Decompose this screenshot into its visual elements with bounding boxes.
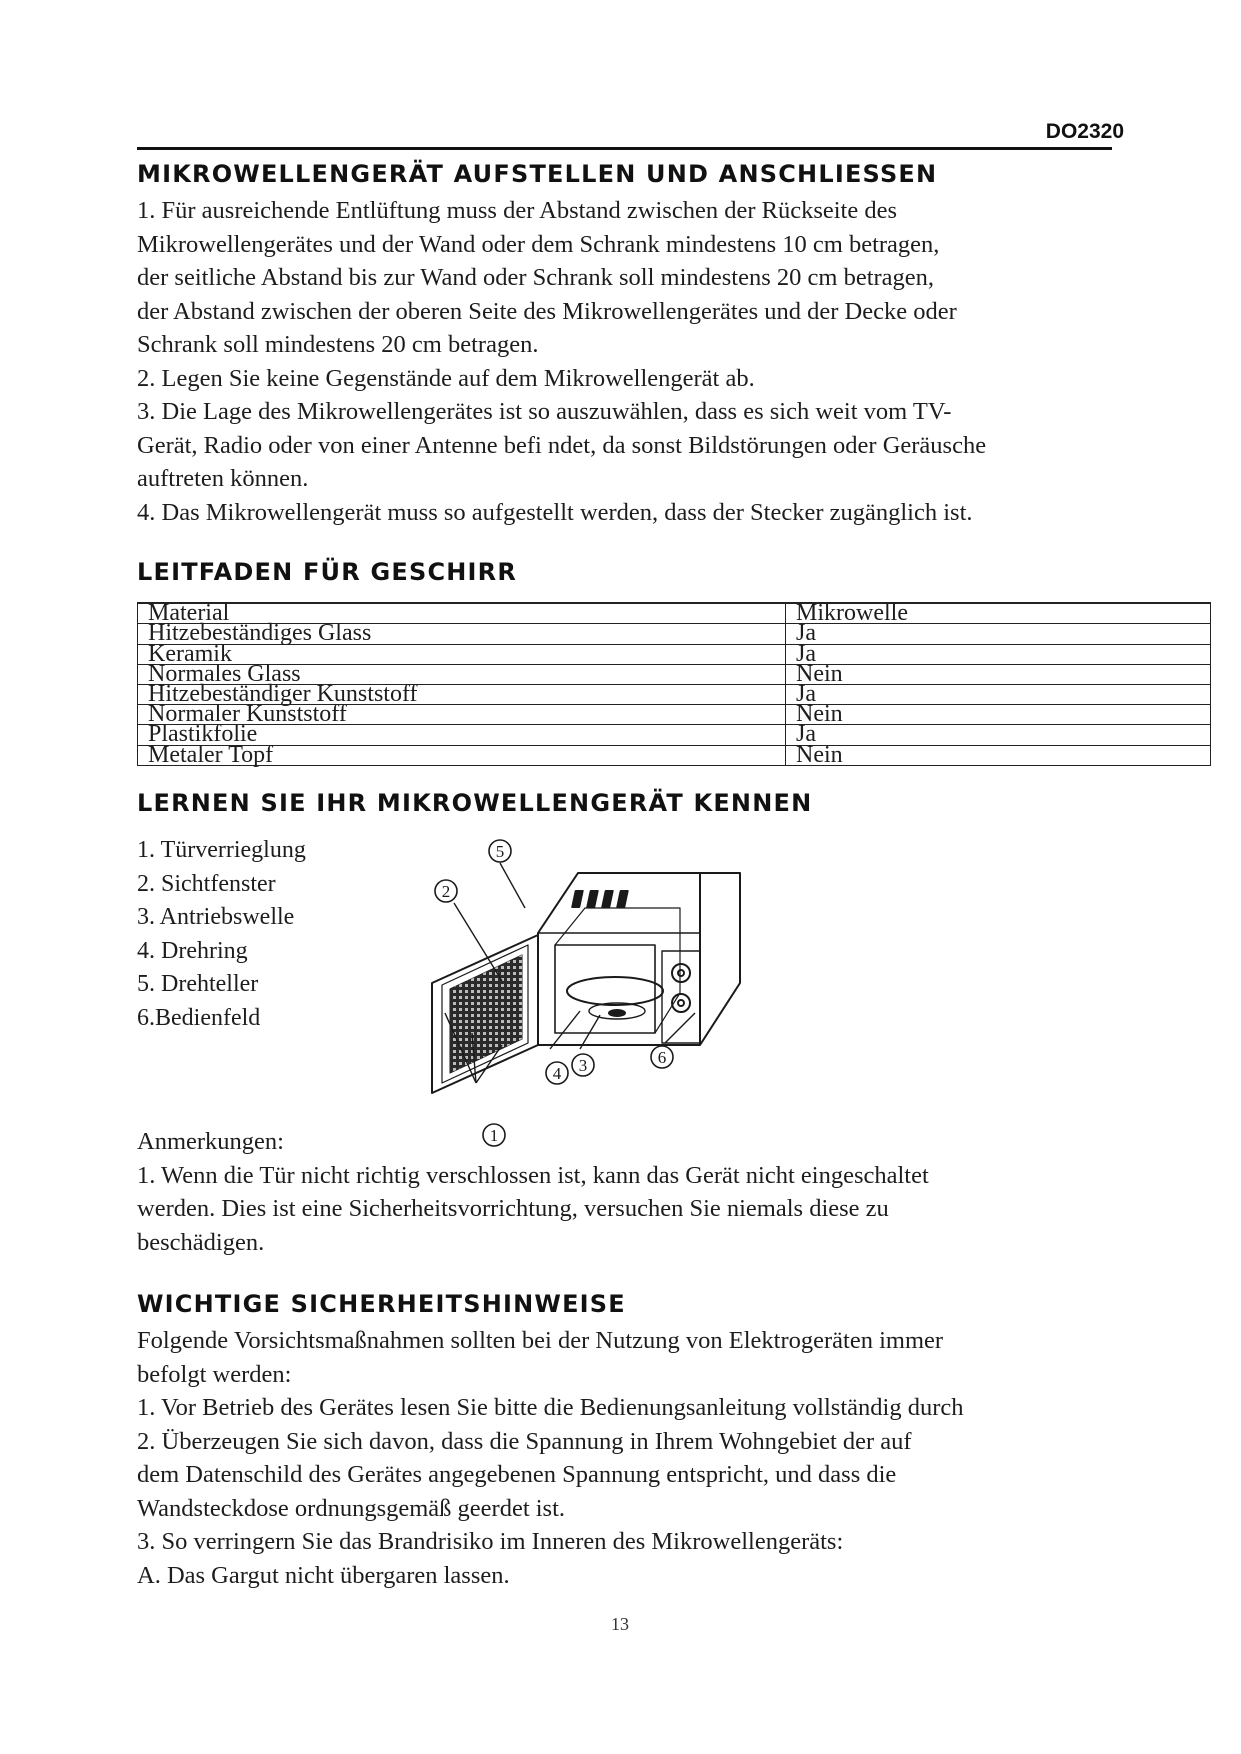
text-line: werden. Dies ist eine Sicherheitsvorrichtung, versuchen Sie niemals diese zu (137, 1195, 889, 1222)
section-heading-setup: MIKROWELLENGERÄT AUFSTELLEN UND ANSCHLIESSEN (137, 160, 938, 188)
text-line: 1. Vor Betrieb des Gerätes lesen Sie bitte die Bedienungsanleitung vollständig durch (137, 1394, 964, 1421)
text-line: Gerät, Radio oder von einer Antenne befi ndet, da sonst Bildstörungen oder Geräusche (137, 431, 987, 459)
microwave-diagram (410, 833, 780, 1153)
text-line: Wandsteckdose ordnungsgemäß geerdet ist. (137, 1494, 566, 1522)
notes-label: Anmerkungen: (137, 1128, 284, 1155)
text-line: der Abstand zwischen der oberen Seite des Mikrowellengerätes und der Decke oder (137, 297, 957, 325)
oven-cavity (555, 945, 655, 1033)
text-line: 4. Das Mikrowellengerät muss so aufgestellt werden, dass der Stecker zugänglich ist. (137, 498, 973, 526)
section-heading-cookware: LEITFADEN FÜR GESCHIRR (137, 558, 518, 586)
table-row (138, 745, 1211, 765)
table-row (138, 624, 1211, 644)
cookware-table (137, 602, 1211, 766)
header-rule (137, 147, 1112, 150)
safety-text (137, 1324, 963, 1592)
table-row (138, 705, 1211, 725)
list-item: 1. Türverrieglung (137, 837, 306, 863)
section-heading-parts: LERNEN SIE IHR MIKROWELLENGERÄT KENNEN (137, 789, 813, 817)
model-number: DO2320 (1045, 120, 1124, 143)
text-line: dem Datenschild des Gerätes angegebenen Spannung entspricht, und dass die (137, 1461, 897, 1488)
callout-4: 4 (552, 1064, 562, 1083)
table-cell: Nein (786, 705, 1211, 725)
table-cell: Ja (786, 725, 1211, 745)
callout-5: 5 (495, 842, 505, 861)
list-item: 3. Antriebswelle (137, 904, 295, 930)
text-line: der seitliche Abstand bis zur Wand oder Schrank soll mindestens 20 cm betragen, (137, 264, 935, 291)
table-cell: Keramik (138, 644, 786, 664)
callout-1: 1 (489, 1126, 499, 1145)
table-cell: Hitzebeständiges Glass (138, 624, 786, 644)
text-line: 2. Überzeugen Sie sich davon, dass die Spannung in Ihrem Wohngebiet der auf (137, 1427, 912, 1455)
callout-3: 3 (578, 1056, 588, 1075)
table-cell: Metaler Topf (138, 745, 786, 765)
text-line: 2. Legen Sie keine Gegenstände auf dem Mikrowellengerät ab. (137, 364, 755, 392)
page-number: 13 (611, 1614, 629, 1634)
text-line: 1. Wenn die Tür nicht richtig verschlossen ist, kann das Gerät nicht eingeschaltet (137, 1161, 929, 1189)
text-line: 3. So verringern Sie das Brandrisiko im Inneren des Mikrowellengeräts: (137, 1528, 844, 1555)
parts-list (137, 834, 306, 1035)
table-row (138, 725, 1211, 745)
table-cell: Ja (786, 624, 1211, 644)
table-cell: Ja (786, 684, 1211, 704)
list-item: 2. Sichtfenster (137, 870, 276, 897)
setup-text (137, 194, 986, 529)
table-cell: Nein (786, 664, 1211, 684)
callout-2: 2 (441, 882, 451, 901)
table-header-material: Material (138, 603, 786, 624)
table-cell: Plastikfolie (138, 725, 786, 745)
turntable (567, 977, 663, 1005)
text-line: befolgt werden: (137, 1360, 292, 1388)
text-line: Schrank soll mindestens 20 cm betragen. (137, 331, 539, 358)
list-item: 4. Drehring (137, 937, 248, 964)
table-cell: Hitzebeständiger Kunststoff (138, 684, 786, 704)
list-item: 6.Bedienfeld (137, 1004, 261, 1031)
text-line: beschädigen. (137, 1228, 265, 1256)
section-heading-safety: WICHTIGE SICHERHEITSHINWEISE (137, 1290, 626, 1318)
callout-6: 6 (657, 1048, 667, 1067)
table-cell: Nein (786, 745, 1211, 765)
table-cell: Normaler Kunststoff (138, 705, 786, 725)
text-line: 1. Für ausreichende Entlüftung muss der Abstand zwischen der Rückseite des (137, 197, 898, 224)
table-cell: Normales Glass (138, 664, 786, 684)
table-cell: Ja (786, 644, 1211, 664)
microwave-body (538, 873, 740, 1045)
text-line: auftreten können. (137, 465, 309, 492)
list-item: 5. Drehteller (137, 971, 259, 997)
text-line: A. Das Gargut nicht übergaren lassen. (137, 1561, 510, 1589)
text-line: Folgende Vorsichtsmaßnahmen sollten bei der Nutzung von Elektrogeräten immer (137, 1327, 944, 1354)
notes-text (137, 1125, 929, 1259)
table-header-microwave: Mikrowelle (786, 603, 1211, 624)
text-line: 3. Die Lage des Mikrowellengerätes ist so auszuwählen, dass es sich weit vom TV- (137, 398, 952, 425)
text-line: Mikrowellengerätes und der Wand oder dem Schrank mindestens 10 cm betragen, (137, 230, 940, 258)
